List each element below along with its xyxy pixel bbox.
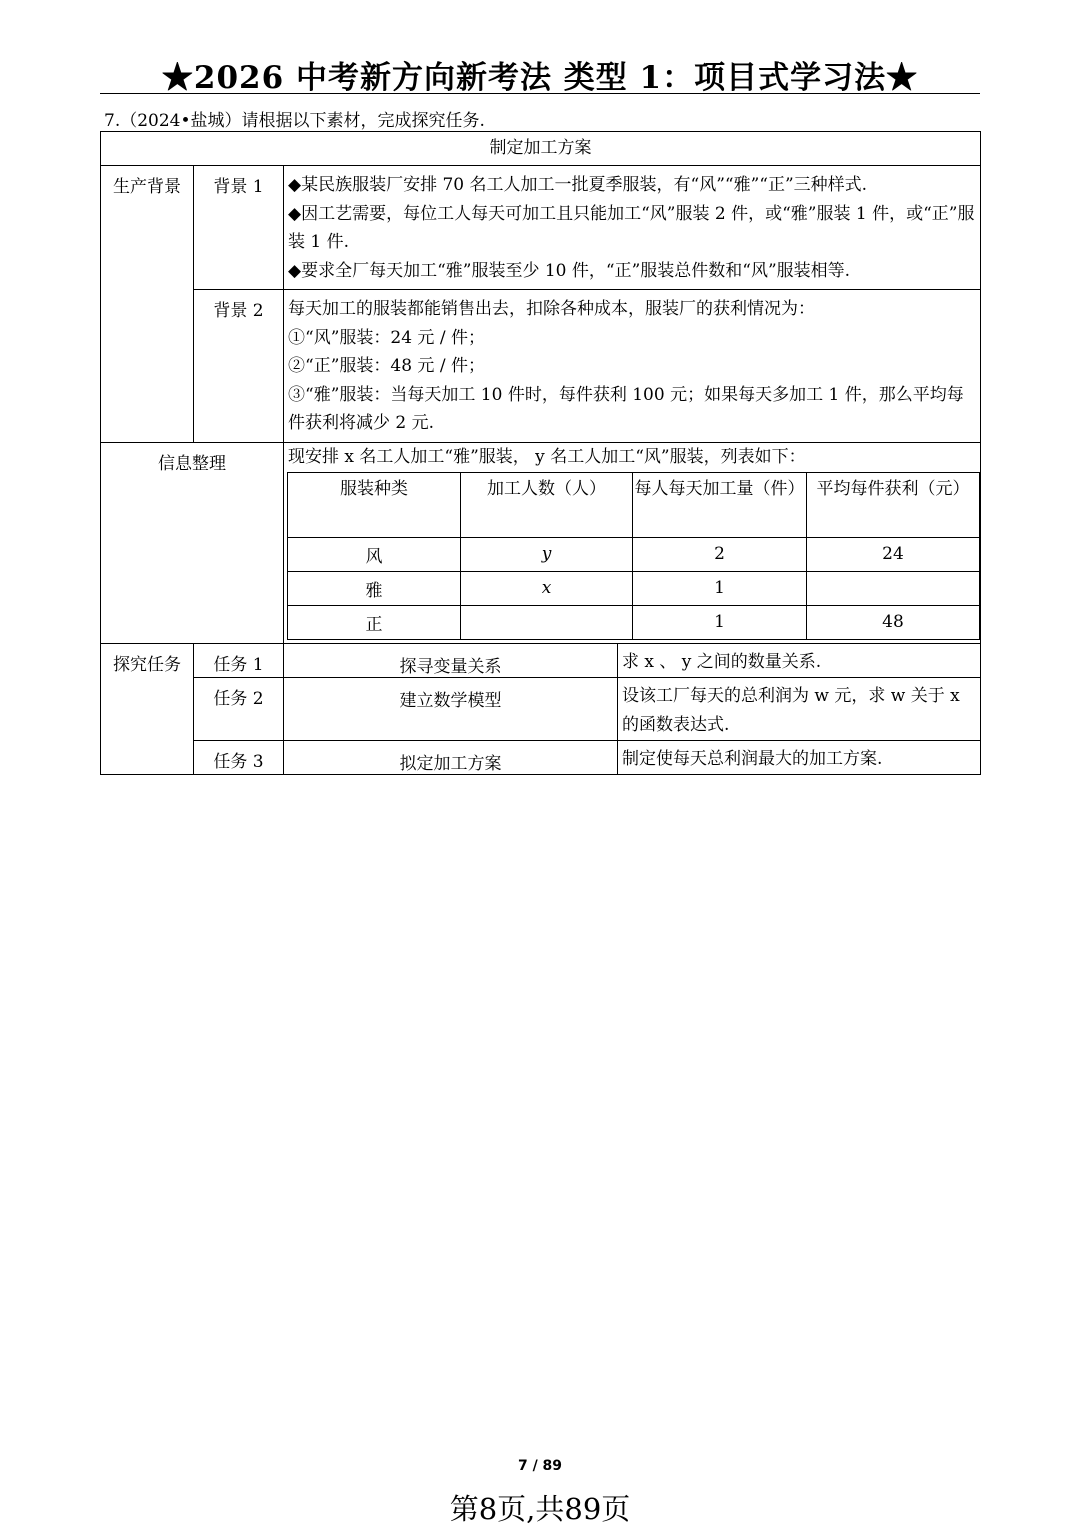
info-table-cell: y xyxy=(461,537,633,571)
background-2-label: 背景 2 xyxy=(194,290,284,443)
background-2-content xyxy=(284,290,981,443)
task-3-label: 任务 3 xyxy=(194,740,284,774)
info-table-cell xyxy=(461,605,633,639)
info-content xyxy=(284,442,981,643)
table-row xyxy=(288,605,980,639)
section-label-background: 生产背景 xyxy=(101,166,194,443)
info-table-cell: 雅 xyxy=(288,571,461,605)
info-label: 信息整理 xyxy=(101,442,284,643)
table-row xyxy=(288,537,980,571)
background-1-line: ◆某民族服装厂安排 70 名工人加工一批夏季服装，有“风”“雅”“正”三种样式. xyxy=(288,175,868,195)
info-table-cell xyxy=(807,571,980,605)
info-table-cell: 正 xyxy=(288,605,461,639)
materials-table xyxy=(100,131,981,775)
table-row xyxy=(288,571,980,605)
table-caption: 制定加工方案 xyxy=(101,132,981,166)
info-table-cell: 2 xyxy=(633,537,807,571)
header-rule xyxy=(100,93,980,94)
section-label-tasks: 探究任务 xyxy=(101,643,194,774)
info-table-cell: 24 xyxy=(807,537,980,571)
background-1-line: ◆要求全厂每天加工“雅”服装至少 10 件，“正”服装总件数和“风”服装相等. xyxy=(288,260,851,281)
page-label: 第8页,共89页 xyxy=(449,1492,631,1526)
question-stem: 7.（2024•盐城）请根据以下素材，完成探究任务. xyxy=(104,111,485,131)
info-table-cell: 48 xyxy=(807,605,980,639)
info-intro: 现安排 x 名工人加工“雅”服装， y 名工人加工“风”服装，列表如下： xyxy=(288,446,806,467)
info-table-header: 平均每件获利（元） xyxy=(807,472,980,537)
background-1-label: 背景 1 xyxy=(194,166,284,290)
background-1-line: ◆因工艺需要，每位工人每天可加工且只能加工“风”服装 2 件，或“雅”服装 1 件，或“正”服装 1 件. xyxy=(288,203,975,252)
background-2-line: ②“正”服装：48 元 / 件； xyxy=(288,356,485,376)
info-table-cell: 1 xyxy=(633,605,807,639)
page-title: ★2026 中考新方向新考法 类型 1：项目式学习法★ xyxy=(161,60,919,96)
background-2-line: 每天加工的服装都能销售出去，扣除各种成本，服装厂的获利情况为： xyxy=(288,299,815,319)
task-2-label: 任务 2 xyxy=(194,677,284,740)
task-2-desc: 设该工厂每天的总利润为 w 元，求 w 关于 x 的函数表达式. xyxy=(618,677,981,740)
info-table-cell: x xyxy=(461,571,633,605)
info-table-header: 每人每天加工量（件） xyxy=(633,472,807,537)
task-3-desc: 制定使每天总利润最大的加工方案. xyxy=(618,740,981,774)
background-2-line: ③“雅”服装：当每天加工 10 件时，每件获利 100 元；如果每天多加工 1 件，那么平均每件获利将减少 2 元. xyxy=(288,384,964,433)
info-table-header: 加工人数（人） xyxy=(461,472,633,537)
background-1-content xyxy=(284,166,981,290)
task-1-desc: 求 x 、 y 之间的数量关系. xyxy=(618,643,981,677)
background-2-line: ①“风”服装：24 元 / 件； xyxy=(288,327,485,348)
info-table-cell: 1 xyxy=(633,571,807,605)
task-2-name: 建立数学模型 xyxy=(284,677,618,740)
task-1-label: 任务 1 xyxy=(194,643,284,677)
task-1-name: 探寻变量关系 xyxy=(284,643,618,677)
info-table xyxy=(287,472,980,640)
info-table-cell: 风 xyxy=(288,537,461,571)
page-number: 7 / 89 xyxy=(517,1458,563,1474)
info-table-header: 服装种类 xyxy=(288,472,461,537)
task-3-name: 拟定加工方案 xyxy=(284,740,618,774)
